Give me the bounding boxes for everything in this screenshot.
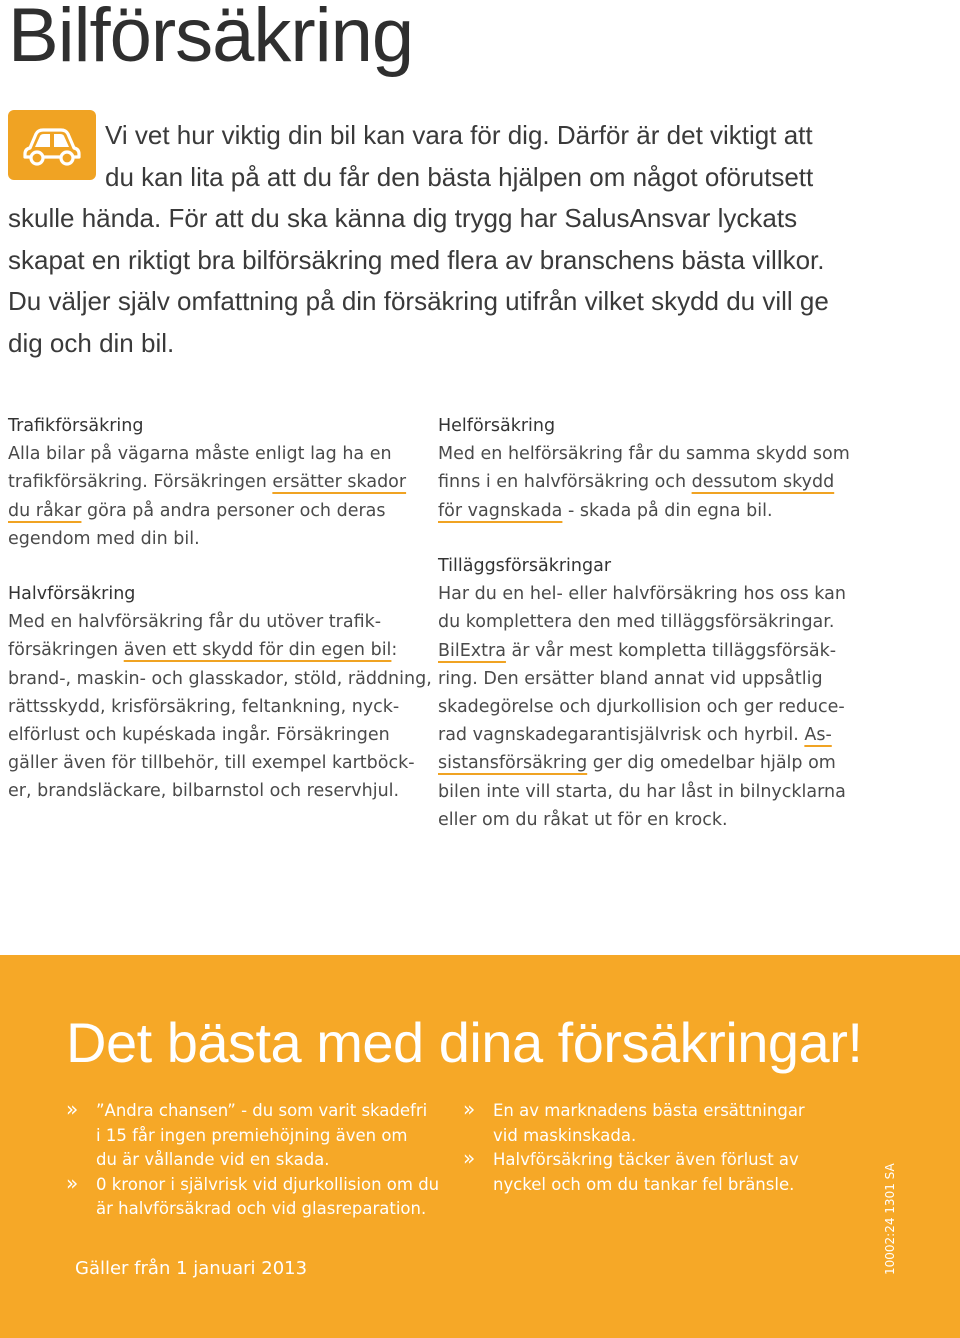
section-heading: Tilläggsförsäkringar: [438, 556, 612, 576]
list-item: » ”Andra chansen” - du som varit skadefri i 15 får ingen premiehöjning även om du är vållande vid en skada.: [66, 1097, 428, 1169]
body-line: sistansförsäkring ger dig omedelbar hjälp om: [438, 753, 836, 774]
bullet-marker: »: [66, 1170, 79, 1195]
body-line: gäller även för tillbehör, till exempel kartböck-: [8, 753, 415, 774]
body-line: för vagnskada - skada på din egna bil.: [438, 500, 773, 521]
list-item: » Halvförsäkring täcker även förlust av nyckel och om du tankar fel bränsle.: [463, 1146, 799, 1194]
section-heading: Helförsäkring: [438, 416, 556, 436]
highlight: du råkar: [8, 500, 82, 521]
intro-line: Vi vet hur viktig din bil kan vara för dig. Därför är det viktigt att: [105, 120, 813, 150]
section-tillaggsforsakringar: [438, 552, 846, 834]
body-line: Alla bilar på vägarna måste enligt lag ha en: [8, 444, 392, 465]
body-line: elförlust och kupéskada ingår. Försäkringen: [8, 725, 390, 746]
body-line: finns i en halvförsäkring och dessutom skydd: [438, 472, 835, 493]
body-line: Med en helförsäkring får du samma skydd som: [438, 444, 850, 465]
car-icon: [22, 124, 82, 166]
highlight: sistansförsäkring: [438, 753, 588, 774]
body-line: Har du en hel- eller halvförsäkring hos oss kan: [438, 584, 846, 605]
banner-title: Det bästa med dina försäkringar!: [66, 1011, 863, 1074]
intro-line: du kan lita på att du får den bästa hjälpen om något oförutsett: [105, 162, 814, 192]
section-heading: Halvförsäkring: [8, 584, 136, 604]
highlight: även ett skydd för din egen bil: [123, 640, 392, 661]
bullet-marker: »: [463, 1146, 476, 1170]
intro-line: skapat en riktigt bra bilförsäkring med flera av branschens bästa villkor.: [8, 245, 825, 275]
body-line: eller om du råkat ut för en krock.: [438, 809, 728, 830]
page-title: Bilförsäkring: [8, 0, 414, 78]
highlight: dessutom skydd: [691, 472, 835, 493]
body-line: skadegörelse och djurkollision och ger reduce-: [438, 697, 845, 718]
body-line: bilen inte vill starta, du har låst in bilnycklarna: [438, 781, 846, 802]
bullet-marker: »: [66, 1097, 79, 1121]
body-line: rättsskydd, krisförsäkring, feltankning, nyck-: [8, 696, 400, 717]
intro-line: skulle hända. För att du ska känna dig trygg har SalusAnsvar lyckats: [8, 203, 798, 233]
intro-line: Du väljer själv omfattning på din försäkring utifrån vilket skydd du vill ge: [8, 286, 829, 316]
valid-from-text: Gäller från 1 januari 2013: [75, 1258, 308, 1279]
list-item: » En av marknadens bästa ersättningar vid maskinskada.: [463, 1097, 805, 1145]
section-helforsakring: [438, 412, 850, 525]
body-line: Med en halvförsäkring får du utöver trafik-: [8, 612, 382, 633]
intro-line: dig och din bil.: [8, 328, 175, 358]
car-icon-box: [8, 110, 96, 180]
list-item: » 0 kronor i självrisk vid djurkollision om du är halvförsäkrad och vid glasreparation.: [66, 1170, 440, 1218]
body-line: trafikförsäkring. Försäkringen ersätter skador: [8, 472, 407, 493]
benefits-list-left: [66, 1099, 439, 1222]
body-line: er, brandsläckare, bilbarnstol och reservhjul.: [8, 781, 400, 802]
highlight: As-: [804, 725, 832, 746]
bullet-marker: »: [463, 1097, 476, 1121]
body-line: brand-, maskin- och glasskador, stöld, räddning,: [8, 668, 432, 689]
highlight: ersätter skador: [272, 472, 407, 493]
body-line: ring. Den ersätter bland annat vid uppsåtlig: [438, 668, 823, 689]
body-line: rad vagnskadegarantisjälvrisk och hyrbil. As-: [438, 725, 832, 746]
body-line: egendom med din bil.: [8, 528, 200, 549]
body-line: BilExtra är vår mest kompletta tilläggsförsäk-: [438, 640, 837, 661]
body-line: försäkringen även ett skydd för din egen bil:: [8, 640, 398, 661]
document-code: 10002:24 1301 SA: [883, 1163, 897, 1275]
benefits-list-right: [463, 1099, 805, 1197]
highlight: för vagnskada: [438, 500, 563, 521]
body-line: du komplettera den med tilläggsförsäkringar.: [438, 612, 835, 633]
body-line: du råkar göra på andra personer och deras: [8, 500, 386, 521]
section-heading: Trafikförsäkring: [8, 416, 144, 436]
highlight: BilExtra: [438, 640, 506, 661]
section-halvforsakring: [8, 580, 432, 806]
section-trafikforsakring: [8, 412, 406, 553]
